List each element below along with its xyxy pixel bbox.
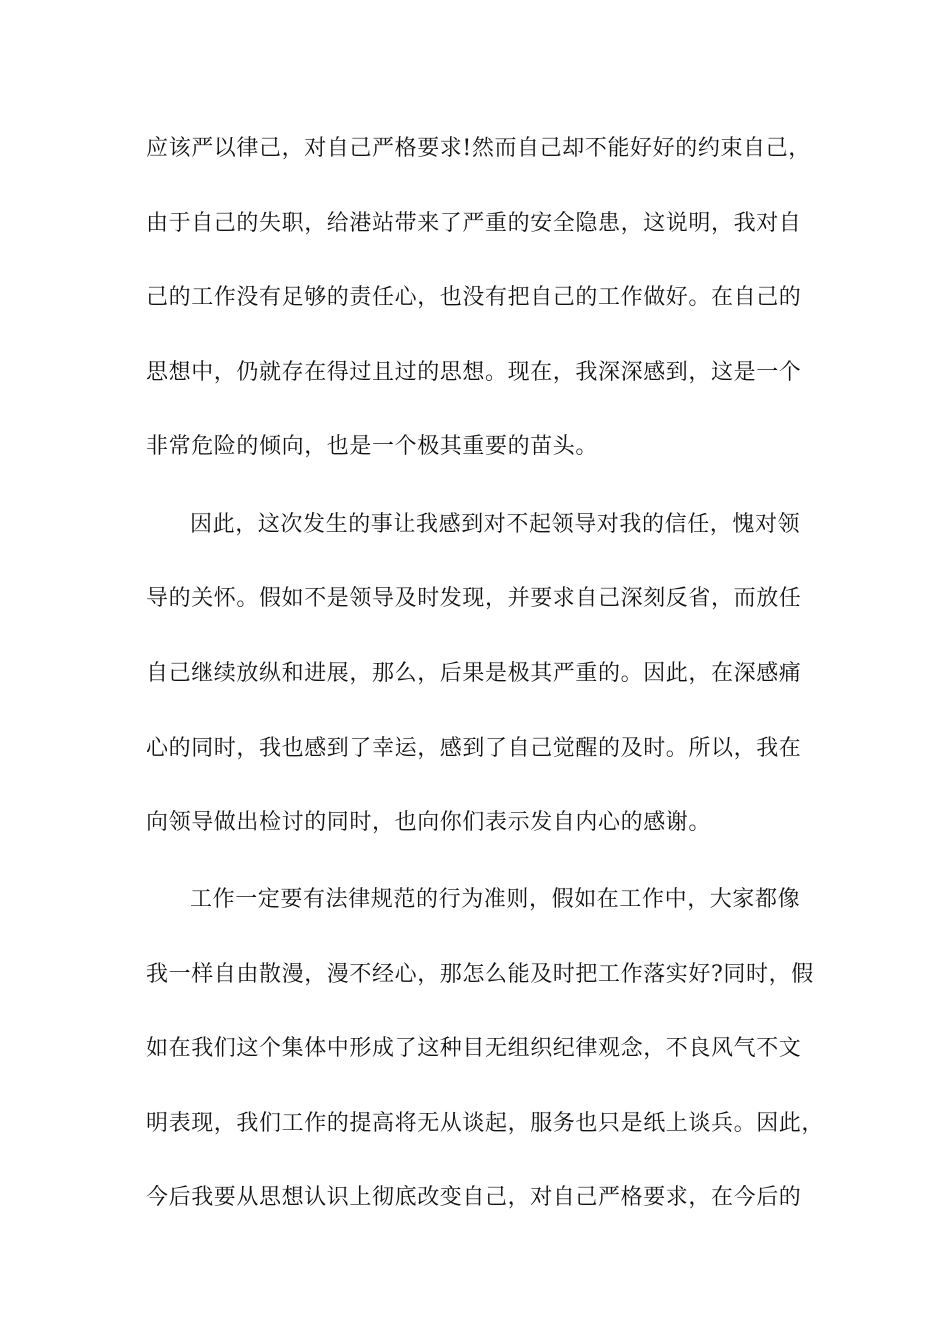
text-line: 自己继续放纵和进展，那么，后果是极其严重的。因此，在深感痛 [146, 661, 802, 686]
text-line: 非常危险的倾向，也是一个极其重要的苗头。 [146, 434, 599, 459]
text-line: 由于自己的失职，给港站带来了严重的安全隐患，这说明，我对自 [146, 211, 802, 236]
text-line: 明表现，我们工作的提高将无从谈起，服务也只是纸上谈兵。因此， [146, 1111, 825, 1136]
paragraph-first-line: 因此，这次发生的事让我感到对不起领导对我的信任，愧对领 [190, 512, 801, 537]
text-line: 如在我们这个集体中形成了这种目无组织纪律观念，不良风气不文 [146, 1036, 802, 1061]
text-line: 今后我要从思想认识上彻底改变自己，对自己严格要求，在今后的 [146, 1185, 802, 1210]
paragraph-first-line: 工作一定要有法律规范的行为准则，假如在工作中，大家都像 [190, 887, 801, 912]
text-line: 思想中，仍就存在得过且过的思想。现在，我深深感到，这是一个 [146, 360, 802, 385]
text-line: 心的同时，我也感到了幸运，感到了自己觉醒的及时。所以，我在 [146, 736, 802, 761]
text-line: 应该严以律己，对自己严格要求!然而自己却不能好好的约束自己， [146, 136, 811, 161]
text-line: 己的工作没有足够的责任心，也没有把自己的工作做好。在自己的 [146, 285, 802, 310]
text-line: 向领导做出检讨的同时，也向你们表示发自内心的感谢。 [146, 810, 712, 835]
text-line: 我一样自由散漫，漫不经心，那怎么能及时把工作落实好?同时，假 [146, 962, 814, 987]
text-line: 导的关怀。假如不是领导及时发现，并要求自己深刻反省，而放任 [146, 586, 802, 611]
